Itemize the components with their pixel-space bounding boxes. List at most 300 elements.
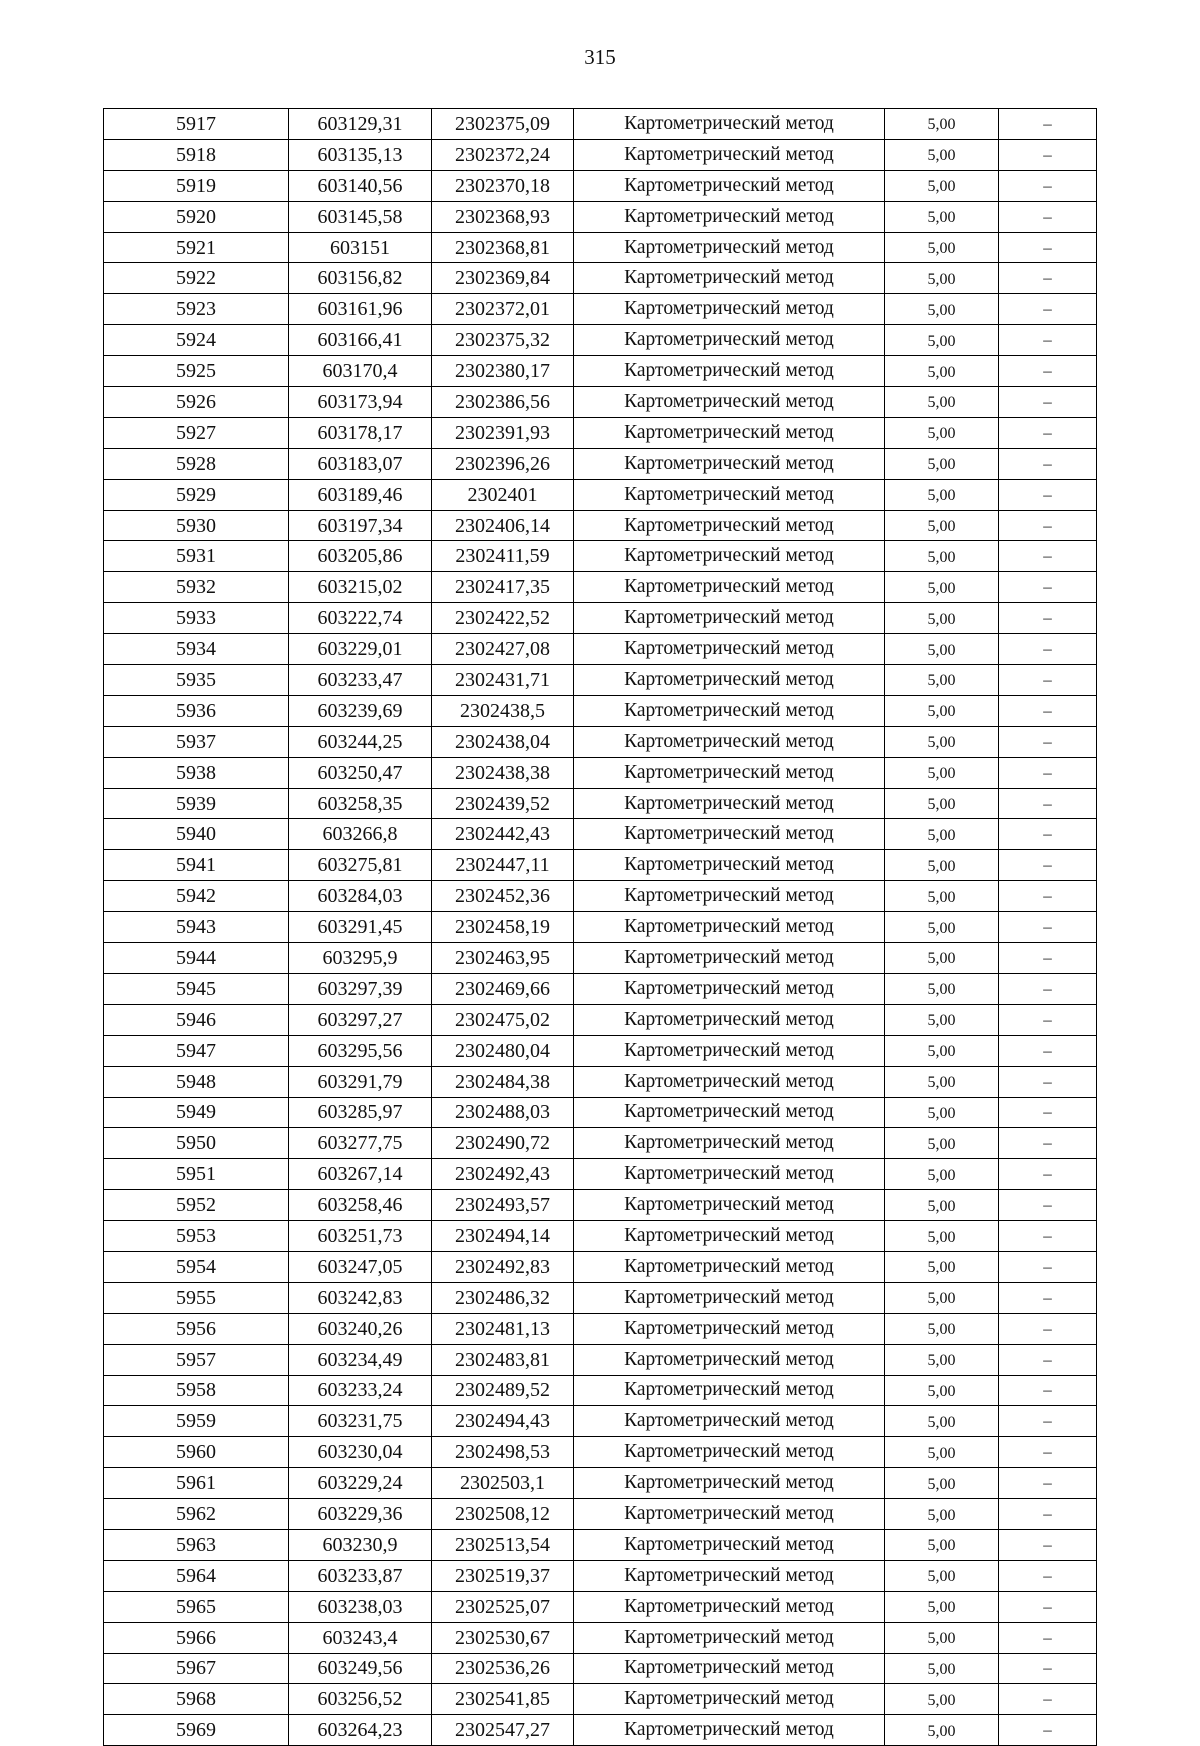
note-cell: –: [999, 1437, 1097, 1468]
method-cell: Картометрический метод: [574, 912, 885, 943]
accuracy-cell: 5,00: [885, 232, 999, 263]
point-number-cell: 5939: [104, 788, 289, 819]
method-cell: Картометрический метод: [574, 479, 885, 510]
point-number-cell: 5945: [104, 973, 289, 1004]
accuracy-cell: 5,00: [885, 1437, 999, 1468]
point-number-cell: 5933: [104, 603, 289, 634]
table-row: [104, 448, 1097, 479]
table-row: [104, 1066, 1097, 1097]
x-coordinate-cell: 603284,03: [289, 881, 432, 912]
y-coordinate-cell: 2302513,54: [432, 1529, 574, 1560]
x-coordinate-cell: 603249,56: [289, 1653, 432, 1684]
y-coordinate-cell: 2302508,12: [432, 1499, 574, 1530]
x-coordinate-cell: 603251,73: [289, 1221, 432, 1252]
x-coordinate-cell: 603256,52: [289, 1684, 432, 1715]
method-cell: Картометрический метод: [574, 325, 885, 356]
note-cell: –: [999, 1159, 1097, 1190]
accuracy-cell: 5,00: [885, 201, 999, 232]
table-row: [104, 1313, 1097, 1344]
accuracy-cell: 5,00: [885, 1375, 999, 1406]
accuracy-cell: 5,00: [885, 1066, 999, 1097]
point-number-cell: 5921: [104, 232, 289, 263]
method-cell: Картометрический метод: [574, 1282, 885, 1313]
note-cell: –: [999, 1684, 1097, 1715]
x-coordinate-cell: 603266,8: [289, 819, 432, 850]
method-cell: Картометрический метод: [574, 387, 885, 418]
method-cell: Картометрический метод: [574, 1128, 885, 1159]
point-number-cell: 5958: [104, 1375, 289, 1406]
y-coordinate-cell: 2302486,32: [432, 1282, 574, 1313]
accuracy-cell: 5,00: [885, 695, 999, 726]
table-row: [104, 479, 1097, 510]
y-coordinate-cell: 2302375,32: [432, 325, 574, 356]
table-row: [104, 1529, 1097, 1560]
y-coordinate-cell: 2302469,66: [432, 973, 574, 1004]
accuracy-cell: 5,00: [885, 479, 999, 510]
y-coordinate-cell: 2302525,07: [432, 1591, 574, 1622]
accuracy-cell: 5,00: [885, 973, 999, 1004]
method-cell: Картометрический метод: [574, 263, 885, 294]
note-cell: –: [999, 510, 1097, 541]
y-coordinate-cell: 2302541,85: [432, 1684, 574, 1715]
method-cell: Картометрический метод: [574, 634, 885, 665]
note-cell: –: [999, 943, 1097, 974]
y-coordinate-cell: 2302519,37: [432, 1560, 574, 1591]
y-coordinate-cell: 2302452,36: [432, 881, 574, 912]
note-cell: –: [999, 1035, 1097, 1066]
x-coordinate-cell: 603140,56: [289, 170, 432, 201]
y-coordinate-cell: 2302480,04: [432, 1035, 574, 1066]
point-number-cell: 5944: [104, 943, 289, 974]
method-cell: Картометрический метод: [574, 510, 885, 541]
point-number-cell: 5969: [104, 1715, 289, 1746]
note-cell: –: [999, 1622, 1097, 1653]
y-coordinate-cell: 2302463,95: [432, 943, 574, 974]
point-number-cell: 5950: [104, 1128, 289, 1159]
method-cell: Картометрический метод: [574, 1622, 885, 1653]
point-number-cell: 5957: [104, 1344, 289, 1375]
note-cell: –: [999, 881, 1097, 912]
note-cell: –: [999, 1344, 1097, 1375]
note-cell: –: [999, 1128, 1097, 1159]
y-coordinate-cell: 2302386,56: [432, 387, 574, 418]
table-row: [104, 356, 1097, 387]
y-coordinate-cell: 2302492,43: [432, 1159, 574, 1190]
note-cell: –: [999, 695, 1097, 726]
x-coordinate-cell: 603247,05: [289, 1251, 432, 1282]
point-number-cell: 5965: [104, 1591, 289, 1622]
x-coordinate-cell: 603233,24: [289, 1375, 432, 1406]
note-cell: –: [999, 325, 1097, 356]
point-number-cell: 5953: [104, 1221, 289, 1252]
table-row: [104, 1560, 1097, 1591]
note-cell: –: [999, 1282, 1097, 1313]
note-cell: –: [999, 1529, 1097, 1560]
table-row: [104, 263, 1097, 294]
table-row: [104, 1004, 1097, 1035]
method-cell: Картометрический метод: [574, 541, 885, 572]
method-cell: Картометрический метод: [574, 232, 885, 263]
y-coordinate-cell: 2302372,01: [432, 294, 574, 325]
y-coordinate-cell: 2302447,11: [432, 850, 574, 881]
table-row: [104, 1684, 1097, 1715]
x-coordinate-cell: 603258,35: [289, 788, 432, 819]
coordinates-table-body: [104, 109, 1097, 1746]
table-row: [104, 510, 1097, 541]
x-coordinate-cell: 603173,94: [289, 387, 432, 418]
method-cell: Картометрический метод: [574, 294, 885, 325]
point-number-cell: 5940: [104, 819, 289, 850]
table-row: [104, 1221, 1097, 1252]
note-cell: –: [999, 479, 1097, 510]
method-cell: Картометрический метод: [574, 1097, 885, 1128]
accuracy-cell: 5,00: [885, 294, 999, 325]
y-coordinate-cell: 2302488,03: [432, 1097, 574, 1128]
accuracy-cell: 5,00: [885, 448, 999, 479]
accuracy-cell: 5,00: [885, 1159, 999, 1190]
y-coordinate-cell: 2302391,93: [432, 417, 574, 448]
note-cell: –: [999, 1591, 1097, 1622]
x-coordinate-cell: 603297,27: [289, 1004, 432, 1035]
x-coordinate-cell: 603230,9: [289, 1529, 432, 1560]
accuracy-cell: 5,00: [885, 1715, 999, 1746]
x-coordinate-cell: 603229,24: [289, 1468, 432, 1499]
y-coordinate-cell: 2302401: [432, 479, 574, 510]
accuracy-cell: 5,00: [885, 356, 999, 387]
y-coordinate-cell: 2302438,5: [432, 695, 574, 726]
accuracy-cell: 5,00: [885, 726, 999, 757]
y-coordinate-cell: 2302438,38: [432, 757, 574, 788]
point-number-cell: 5954: [104, 1251, 289, 1282]
table-row: [104, 850, 1097, 881]
method-cell: Картометрический метод: [574, 726, 885, 757]
accuracy-cell: 5,00: [885, 1251, 999, 1282]
accuracy-cell: 5,00: [885, 139, 999, 170]
x-coordinate-cell: 603229,01: [289, 634, 432, 665]
x-coordinate-cell: 603291,79: [289, 1066, 432, 1097]
method-cell: Картометрический метод: [574, 1035, 885, 1066]
table-row: [104, 294, 1097, 325]
note-cell: –: [999, 294, 1097, 325]
point-number-cell: 5959: [104, 1406, 289, 1437]
y-coordinate-cell: 2302494,43: [432, 1406, 574, 1437]
accuracy-cell: 5,00: [885, 510, 999, 541]
x-coordinate-cell: 603151: [289, 232, 432, 263]
accuracy-cell: 5,00: [885, 572, 999, 603]
y-coordinate-cell: 2302396,26: [432, 448, 574, 479]
y-coordinate-cell: 2302475,02: [432, 1004, 574, 1035]
y-coordinate-cell: 2302368,81: [432, 232, 574, 263]
method-cell: Картометрический метод: [574, 850, 885, 881]
point-number-cell: 5931: [104, 541, 289, 572]
y-coordinate-cell: 2302438,04: [432, 726, 574, 757]
table-row: [104, 139, 1097, 170]
table-row: [104, 1035, 1097, 1066]
point-number-cell: 5962: [104, 1499, 289, 1530]
accuracy-cell: 5,00: [885, 1035, 999, 1066]
note-cell: –: [999, 170, 1097, 201]
table-row: [104, 417, 1097, 448]
method-cell: Картометрический метод: [574, 1560, 885, 1591]
table-row: [104, 541, 1097, 572]
y-coordinate-cell: 2302503,1: [432, 1468, 574, 1499]
point-number-cell: 5929: [104, 479, 289, 510]
point-number-cell: 5942: [104, 881, 289, 912]
y-coordinate-cell: 2302439,52: [432, 788, 574, 819]
accuracy-cell: 5,00: [885, 1313, 999, 1344]
point-number-cell: 5936: [104, 695, 289, 726]
x-coordinate-cell: 603183,07: [289, 448, 432, 479]
method-cell: Картометрический метод: [574, 1499, 885, 1530]
accuracy-cell: 5,00: [885, 1004, 999, 1035]
method-cell: Картометрический метод: [574, 109, 885, 140]
accuracy-cell: 5,00: [885, 757, 999, 788]
point-number-cell: 5934: [104, 634, 289, 665]
point-number-cell: 5919: [104, 170, 289, 201]
point-number-cell: 5968: [104, 1684, 289, 1715]
y-coordinate-cell: 2302458,19: [432, 912, 574, 943]
point-number-cell: 5949: [104, 1097, 289, 1128]
x-coordinate-cell: 603156,82: [289, 263, 432, 294]
table-row: [104, 1097, 1097, 1128]
x-coordinate-cell: 603238,03: [289, 1591, 432, 1622]
method-cell: Картометрический метод: [574, 1190, 885, 1221]
method-cell: Картометрический метод: [574, 881, 885, 912]
method-cell: Картометрический метод: [574, 603, 885, 634]
method-cell: Картометрический метод: [574, 1406, 885, 1437]
y-coordinate-cell: 2302530,67: [432, 1622, 574, 1653]
accuracy-cell: 5,00: [885, 1684, 999, 1715]
y-coordinate-cell: 2302536,26: [432, 1653, 574, 1684]
accuracy-cell: 5,00: [885, 1406, 999, 1437]
accuracy-cell: 5,00: [885, 1529, 999, 1560]
table-row: [104, 1715, 1097, 1746]
table-row: [104, 109, 1097, 140]
x-coordinate-cell: 603250,47: [289, 757, 432, 788]
y-coordinate-cell: 2302483,81: [432, 1344, 574, 1375]
x-coordinate-cell: 603239,69: [289, 695, 432, 726]
note-cell: –: [999, 665, 1097, 696]
x-coordinate-cell: 603189,46: [289, 479, 432, 510]
y-coordinate-cell: 2302490,72: [432, 1128, 574, 1159]
point-number-cell: 5923: [104, 294, 289, 325]
method-cell: Картометрический метод: [574, 356, 885, 387]
page-number: 315: [584, 45, 616, 69]
method-cell: Картометрический метод: [574, 1344, 885, 1375]
table-row: [104, 819, 1097, 850]
accuracy-cell: 5,00: [885, 541, 999, 572]
table-row: [104, 665, 1097, 696]
accuracy-cell: 5,00: [885, 788, 999, 819]
note-cell: –: [999, 850, 1097, 881]
accuracy-cell: 5,00: [885, 634, 999, 665]
accuracy-cell: 5,00: [885, 1097, 999, 1128]
accuracy-cell: 5,00: [885, 665, 999, 696]
x-coordinate-cell: 603243,4: [289, 1622, 432, 1653]
note-cell: –: [999, 356, 1097, 387]
point-number-cell: 5920: [104, 201, 289, 232]
point-number-cell: 5924: [104, 325, 289, 356]
y-coordinate-cell: 2302481,13: [432, 1313, 574, 1344]
table-row: [104, 325, 1097, 356]
method-cell: Картометрический метод: [574, 1468, 885, 1499]
x-coordinate-cell: 603231,75: [289, 1406, 432, 1437]
table-row: [104, 387, 1097, 418]
table-row: [104, 1251, 1097, 1282]
x-coordinate-cell: 603215,02: [289, 572, 432, 603]
method-cell: Картометрический метод: [574, 1066, 885, 1097]
accuracy-cell: 5,00: [885, 850, 999, 881]
x-coordinate-cell: 603178,17: [289, 417, 432, 448]
point-number-cell: 5938: [104, 757, 289, 788]
table-row: [104, 201, 1097, 232]
table-row: [104, 170, 1097, 201]
method-cell: Картометрический метод: [574, 1653, 885, 1684]
table-row: [104, 1375, 1097, 1406]
point-number-cell: 5946: [104, 1004, 289, 1035]
note-cell: –: [999, 139, 1097, 170]
y-coordinate-cell: 2302427,08: [432, 634, 574, 665]
method-cell: Картометрический метод: [574, 448, 885, 479]
y-coordinate-cell: 2302368,93: [432, 201, 574, 232]
accuracy-cell: 5,00: [885, 417, 999, 448]
note-cell: –: [999, 1097, 1097, 1128]
accuracy-cell: 5,00: [885, 1622, 999, 1653]
note-cell: –: [999, 1190, 1097, 1221]
method-cell: Картометрический метод: [574, 170, 885, 201]
accuracy-cell: 5,00: [885, 881, 999, 912]
note-cell: –: [999, 232, 1097, 263]
accuracy-cell: 5,00: [885, 943, 999, 974]
y-coordinate-cell: 2302498,53: [432, 1437, 574, 1468]
method-cell: Картометрический метод: [574, 417, 885, 448]
point-number-cell: 5927: [104, 417, 289, 448]
coordinates-table: [103, 108, 1097, 1746]
table-row: [104, 695, 1097, 726]
point-number-cell: 5955: [104, 1282, 289, 1313]
point-number-cell: 5956: [104, 1313, 289, 1344]
x-coordinate-cell: 603205,86: [289, 541, 432, 572]
x-coordinate-cell: 603244,25: [289, 726, 432, 757]
note-cell: –: [999, 1375, 1097, 1406]
table-row: [104, 1468, 1097, 1499]
x-coordinate-cell: 603166,41: [289, 325, 432, 356]
method-cell: Картометрический метод: [574, 757, 885, 788]
note-cell: –: [999, 912, 1097, 943]
accuracy-cell: 5,00: [885, 1128, 999, 1159]
y-coordinate-cell: 2302406,14: [432, 510, 574, 541]
point-number-cell: 5967: [104, 1653, 289, 1684]
point-number-cell: 5952: [104, 1190, 289, 1221]
table-row: [104, 1282, 1097, 1313]
y-coordinate-cell: 2302489,52: [432, 1375, 574, 1406]
point-number-cell: 5951: [104, 1159, 289, 1190]
accuracy-cell: 5,00: [885, 819, 999, 850]
point-number-cell: 5966: [104, 1622, 289, 1653]
point-number-cell: 5937: [104, 726, 289, 757]
point-number-cell: 5918: [104, 139, 289, 170]
method-cell: Картометрический метод: [574, 1529, 885, 1560]
method-cell: Картометрический метод: [574, 943, 885, 974]
accuracy-cell: 5,00: [885, 1282, 999, 1313]
note-cell: –: [999, 1715, 1097, 1746]
accuracy-cell: 5,00: [885, 1190, 999, 1221]
note-cell: –: [999, 541, 1097, 572]
x-coordinate-cell: 603297,39: [289, 973, 432, 1004]
table-row: [104, 943, 1097, 974]
table-row: [104, 634, 1097, 665]
point-number-cell: 5932: [104, 572, 289, 603]
accuracy-cell: 5,00: [885, 387, 999, 418]
point-number-cell: 5928: [104, 448, 289, 479]
table-row: [104, 1159, 1097, 1190]
x-coordinate-cell: 603233,87: [289, 1560, 432, 1591]
method-cell: Картометрический метод: [574, 973, 885, 1004]
point-number-cell: 5963: [104, 1529, 289, 1560]
table-row: [104, 1190, 1097, 1221]
point-number-cell: 5935: [104, 665, 289, 696]
table-row: [104, 973, 1097, 1004]
note-cell: –: [999, 263, 1097, 294]
x-coordinate-cell: 603277,75: [289, 1128, 432, 1159]
x-coordinate-cell: 603197,34: [289, 510, 432, 541]
table-row: [104, 1622, 1097, 1653]
table-row: [104, 1128, 1097, 1159]
x-coordinate-cell: 603258,46: [289, 1190, 432, 1221]
table-row: [104, 603, 1097, 634]
note-cell: –: [999, 819, 1097, 850]
point-number-cell: 5960: [104, 1437, 289, 1468]
note-cell: –: [999, 1313, 1097, 1344]
x-coordinate-cell: 603170,4: [289, 356, 432, 387]
method-cell: Картометрический метод: [574, 1684, 885, 1715]
point-number-cell: 5941: [104, 850, 289, 881]
table-row: [104, 572, 1097, 603]
x-coordinate-cell: 603267,14: [289, 1159, 432, 1190]
table-row: [104, 912, 1097, 943]
y-coordinate-cell: 2302547,27: [432, 1715, 574, 1746]
method-cell: Картометрический метод: [574, 1437, 885, 1468]
note-cell: –: [999, 417, 1097, 448]
y-coordinate-cell: 2302375,09: [432, 109, 574, 140]
method-cell: Картометрический метод: [574, 201, 885, 232]
y-coordinate-cell: 2302484,38: [432, 1066, 574, 1097]
y-coordinate-cell: 2302411,59: [432, 541, 574, 572]
x-coordinate-cell: 603234,49: [289, 1344, 432, 1375]
x-coordinate-cell: 603275,81: [289, 850, 432, 881]
method-cell: Картометрический метод: [574, 139, 885, 170]
accuracy-cell: 5,00: [885, 1468, 999, 1499]
x-coordinate-cell: 603242,83: [289, 1282, 432, 1313]
table-row: [104, 1344, 1097, 1375]
note-cell: –: [999, 109, 1097, 140]
method-cell: Картометрический метод: [574, 788, 885, 819]
point-number-cell: 5964: [104, 1560, 289, 1591]
note-cell: –: [999, 726, 1097, 757]
note-cell: –: [999, 634, 1097, 665]
x-coordinate-cell: 603264,23: [289, 1715, 432, 1746]
accuracy-cell: 5,00: [885, 109, 999, 140]
point-number-cell: 5930: [104, 510, 289, 541]
y-coordinate-cell: 2302417,35: [432, 572, 574, 603]
accuracy-cell: 5,00: [885, 912, 999, 943]
method-cell: Картометрический метод: [574, 572, 885, 603]
method-cell: Картометрический метод: [574, 1375, 885, 1406]
note-cell: –: [999, 757, 1097, 788]
note-cell: –: [999, 1066, 1097, 1097]
point-number-cell: 5943: [104, 912, 289, 943]
table-row: [104, 1499, 1097, 1530]
